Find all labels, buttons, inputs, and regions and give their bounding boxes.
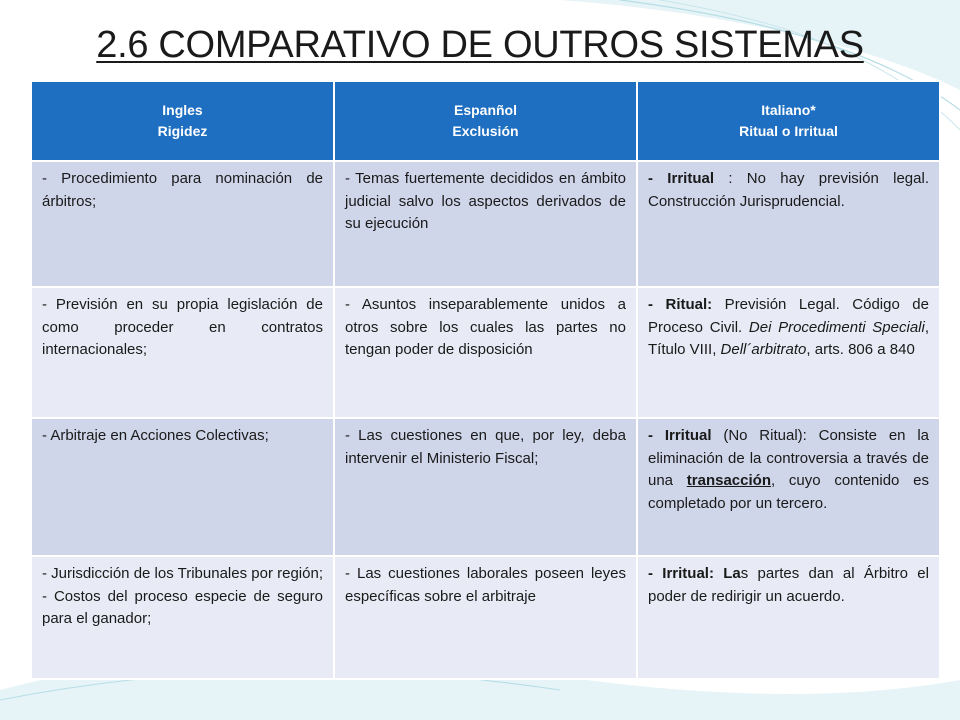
cell-italiano-lead: - Irritual [648, 170, 714, 187]
cell-italiano [637, 161, 940, 287]
cell-italiano-text: (No Ritual): Consiste en la eliminación de la controversia a través de una [648, 427, 929, 489]
header-italiano-country: Italiano* [761, 102, 816, 118]
slide-title: 2.6 COMPARATIVO DE OUTROS SISTEMAS [96, 24, 864, 66]
header-italiano-trait: Ritual o Irritual [739, 123, 838, 139]
cell-italiano [637, 418, 940, 556]
header-ingles [31, 81, 334, 161]
cell-italiano-underlined: transacción [686, 472, 771, 489]
cell-italiano-text: s partes dan al Árbitro el poder de redirigir un acuerdo. [648, 565, 929, 605]
cell-italiano-text: , Título VIII, [648, 318, 929, 358]
header-espanol-trait: Exclusión [452, 123, 519, 139]
cell-italiano-text: : No hay previsión legal. Construcción Jurisprudencial. [648, 170, 929, 210]
cell-italiano-text: , arts. 806 a 840 [806, 341, 915, 358]
header-ingles-country: Ingles [162, 102, 203, 118]
cell-italiano-text: Previsión Legal. Código de Proceso Civil. [648, 296, 929, 336]
table-row [31, 418, 940, 556]
header-italiano [637, 81, 940, 161]
table-row [31, 556, 940, 679]
cell-espanol: - Asuntos inseparablemente unidos a otros sobre los cuales las partes no tengan poder de disposición [334, 287, 637, 418]
header-ingles-trait: Rigidez [157, 123, 208, 139]
cell-italiano-italic: Dei Procedimenti Speciali [748, 318, 925, 336]
header-espanol [334, 81, 637, 161]
cell-italiano [637, 556, 940, 679]
cell-ingles: - Jurisdicción de los Tribunales por región; - Costos del proceso especie de seguro para el ganador; [31, 556, 334, 679]
cell-italiano-italic: Dell´arbitrato [720, 341, 807, 358]
cell-italiano-lead: - Irritual: La [648, 565, 741, 582]
cell-italiano-text: , cuyo contenido es completado por un tercero. [648, 472, 929, 512]
cell-espanol: - Las cuestiones en que, por ley, deba intervenir el Ministerio Fiscal; [334, 418, 637, 556]
table-row [31, 161, 940, 287]
cell-espanol: - Las cuestiones laborales poseen leyes específicas sobre el arbitraje [334, 556, 637, 679]
comparison-table [30, 80, 941, 680]
cell-italiano [637, 287, 940, 418]
table-row [31, 287, 940, 418]
header-espanol-country: Espanñol [453, 102, 517, 118]
cell-italiano-lead: - Ritual: [648, 296, 713, 313]
cell-ingles: - Arbitraje en Acciones Colectivas; [31, 418, 334, 556]
cell-ingles: - Procedimiento para nominación de árbitros; [31, 161, 334, 287]
cell-italiano-lead: - Irritual [648, 427, 712, 444]
table-header-row [31, 81, 940, 161]
cell-espanol: - Temas fuertemente decididos en ámbito judicial salvo los aspectos derivados de su ejecución [334, 161, 637, 287]
cell-ingles: - Previsión en su propia legislación de como proceder en contratos internacionales; [31, 287, 334, 418]
